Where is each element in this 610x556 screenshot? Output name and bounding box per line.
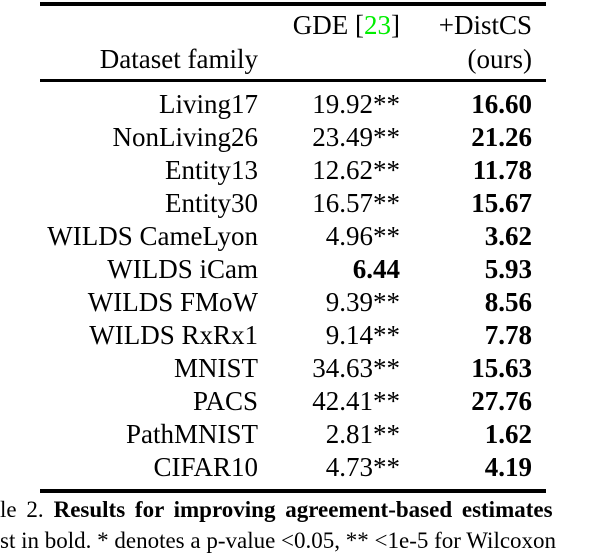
gde-label-prefix: GDE [ [292, 10, 364, 40]
gde-value: 34.63** [312, 353, 400, 383]
ours-value: 21.26 [471, 122, 532, 152]
table-row [0, 220, 610, 253]
dataset-name: WILDS iCam [107, 254, 258, 284]
ours-value: 7.78 [484, 320, 532, 350]
ours-column-header-line1: +DistCS [438, 10, 532, 40]
table-top-rule [40, 2, 546, 6]
table-row [0, 88, 610, 121]
table-row [0, 352, 610, 385]
table-row [0, 121, 610, 154]
table-row [0, 154, 610, 187]
dataset-name: Living17 [159, 89, 258, 119]
dataset-name: MNIST [173, 353, 258, 383]
table-row [0, 253, 610, 286]
citation-link[interactable]: 23 [364, 10, 391, 40]
ours-value: 15.63 [471, 353, 532, 383]
dataset-family-header: Dataset family [99, 44, 258, 74]
gde-value: 12.62** [312, 155, 400, 185]
ours-column-header-line2: (ours) [467, 44, 532, 74]
table-bottom-rule [40, 489, 546, 493]
gde-value: 9.14** [325, 320, 400, 350]
header-spacer [258, 41, 400, 77]
ours-value: 15.67 [471, 188, 532, 218]
dataset-name: PACS [192, 386, 258, 416]
dataset-name: PathMNIST [125, 419, 258, 449]
table-row [0, 286, 610, 319]
ours-value: 27.76 [471, 386, 532, 416]
caption-line-2: st in bold. * denotes a p-value <0.05, ** <1e-5 for Wilcoxon [0, 528, 557, 553]
gde-value: 19.92** [312, 89, 400, 119]
caption-line-1 [0, 494, 610, 525]
dataset-name: WILDS FMoW [87, 287, 258, 317]
gde-value: 42.41** [312, 386, 400, 416]
gde-value: 2.81** [325, 419, 400, 449]
gde-value: 16.57** [312, 188, 400, 218]
table-row [0, 385, 610, 418]
gde-column-header [258, 7, 400, 43]
gde-value: 23.49** [312, 122, 400, 152]
caption-number-fragment: le 2. [0, 497, 44, 522]
header-row-1 [0, 7, 610, 43]
dataset-name: Entity13 [165, 155, 258, 185]
ours-value: 16.60 [471, 89, 532, 119]
dataset-name: WILDS CameLyon [47, 221, 258, 251]
header-spacer [0, 7, 258, 43]
table-body [0, 82, 610, 484]
dataset-name: NonLiving26 [112, 122, 258, 152]
ours-value: 4.19 [484, 452, 532, 482]
table-row [0, 451, 610, 484]
gde-value: 6.44 [352, 254, 400, 284]
gde-value: 4.73** [325, 452, 400, 482]
ours-value: 1.62 [484, 419, 532, 449]
ours-value: 8.56 [484, 287, 532, 317]
dataset-name: WILDS RxRx1 [89, 320, 258, 350]
table-row [0, 319, 610, 352]
dataset-name: CIFAR10 [153, 452, 258, 482]
ours-value: 3.62 [484, 221, 532, 251]
ours-value: 11.78 [472, 155, 532, 185]
caption-bold-title: Results for improving agreement-based estimates [53, 497, 553, 522]
dataset-name: Entity30 [165, 188, 258, 218]
table-caption [0, 494, 610, 556]
gde-value: 9.39** [325, 287, 400, 317]
gde-value: 4.96** [325, 221, 400, 251]
gde-label-suffix: ] [391, 10, 400, 40]
ours-value: 5.93 [484, 254, 532, 284]
table-row [0, 187, 610, 220]
header-row-2 [0, 41, 610, 77]
table-row [0, 418, 610, 451]
